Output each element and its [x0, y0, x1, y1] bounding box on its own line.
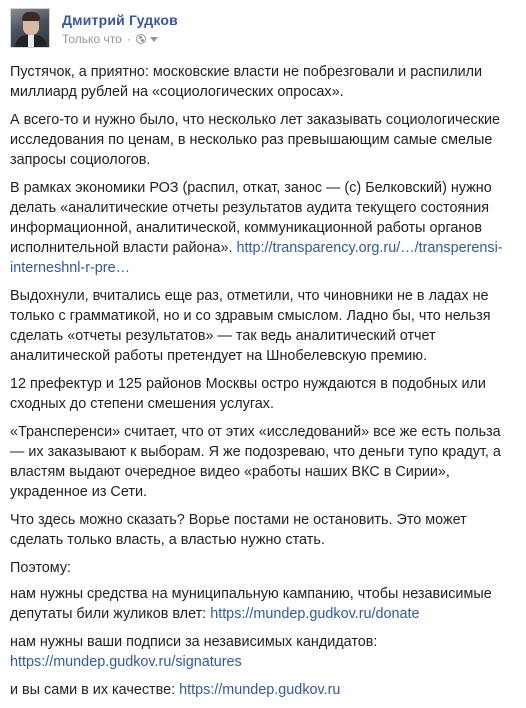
paragraph-text: Что здесь можно сказать? Ворье постами не остановить. Это может сделать только власть, а властью нужно стать.: [10, 512, 467, 548]
mundep-link[interactable]: https://mundep.gudkov.ru: [179, 682, 341, 698]
post-paragraph: [10, 110, 516, 170]
signatures-link[interactable]: https://mundep.gudkov.ru/signatures: [10, 654, 242, 670]
post-paragraph: [10, 558, 516, 578]
post-meta: [62, 32, 178, 46]
paragraph-text: Выдохнули, вчитались еще раз, отметили, что чиновники не в ладах не только с грамматикой, но и со здравым смыслом. Ладно бы, что нельзя сделать «отчеты результатов» — так ведь аналитический отчет аналитической работы претендует на Шнобелевскую премию.: [10, 288, 491, 364]
transparency-link[interactable]: http://transparency.org.ru/…/transperensi-interneshnl-r-pre…: [10, 240, 503, 276]
chevron-down-icon[interactable]: [150, 37, 158, 42]
paragraph-text: 12 префектур и 125 районов Москвы остро нуждаются в подобных или сходных до степени смешения услугах.: [10, 376, 486, 412]
paragraph-text: Пустячок, а приятно: московские власти не побрезговали и распилили миллиард рублей на «социологических опросах».: [10, 64, 483, 100]
meta-separator: ·: [126, 32, 131, 46]
paragraph-text: Поэтому:: [10, 560, 72, 576]
post-paragraph: [10, 632, 516, 672]
post-paragraph: [10, 584, 516, 624]
post-paragraph: [10, 510, 516, 550]
post-paragraph: [10, 62, 516, 102]
post-header: [10, 8, 178, 52]
post-timestamp[interactable]: Только что: [62, 32, 122, 46]
paragraph-text: нам нужны средства на муниципальную кампанию, чтобы независимые депутаты били жуликов влет:: [10, 586, 492, 622]
paragraph-text: «Трансперенси» считает, что от этих «исследований» все же есть польза — их заказывают к выборам. Я же подозреваю, что деньги тупо крадут, а властям выдают очередное видео «работы наших ВКС в Сирии», украденное из Сети.: [10, 424, 501, 500]
paragraph-text: и вы сами в их качестве:: [10, 682, 176, 698]
paragraph-text: нам нужны ваши подписи за независимых кандидатов:: [10, 634, 378, 650]
avatar[interactable]: [10, 8, 50, 48]
post-paragraph: [10, 422, 516, 502]
author-name[interactable]: Дмитрий Гудков: [62, 12, 178, 28]
paragraph-text: В рамках экономики РОЗ (распил, откат, занос — (с) Белковский) нужно делать «аналитические отчеты результатов аудита текущего состояния информационной, аналитической, коммуникационной работы органов исполнительной власти района».: [10, 180, 492, 256]
post-paragraph: [10, 680, 516, 700]
paragraph-text: А всего-то и нужно было, что несколько лет заказывать социологические исследования по ценам, в несколько раз превышающим самые смелые запросы социологов.: [10, 112, 501, 168]
donate-link[interactable]: https://mundep.gudkov.ru/donate: [210, 606, 420, 622]
globe-icon[interactable]: [136, 34, 146, 44]
post-paragraph: [10, 286, 516, 366]
post-body: [10, 62, 516, 708]
post-paragraph: [10, 374, 516, 414]
post-paragraph: [10, 178, 516, 278]
post-header-text: [62, 8, 178, 46]
